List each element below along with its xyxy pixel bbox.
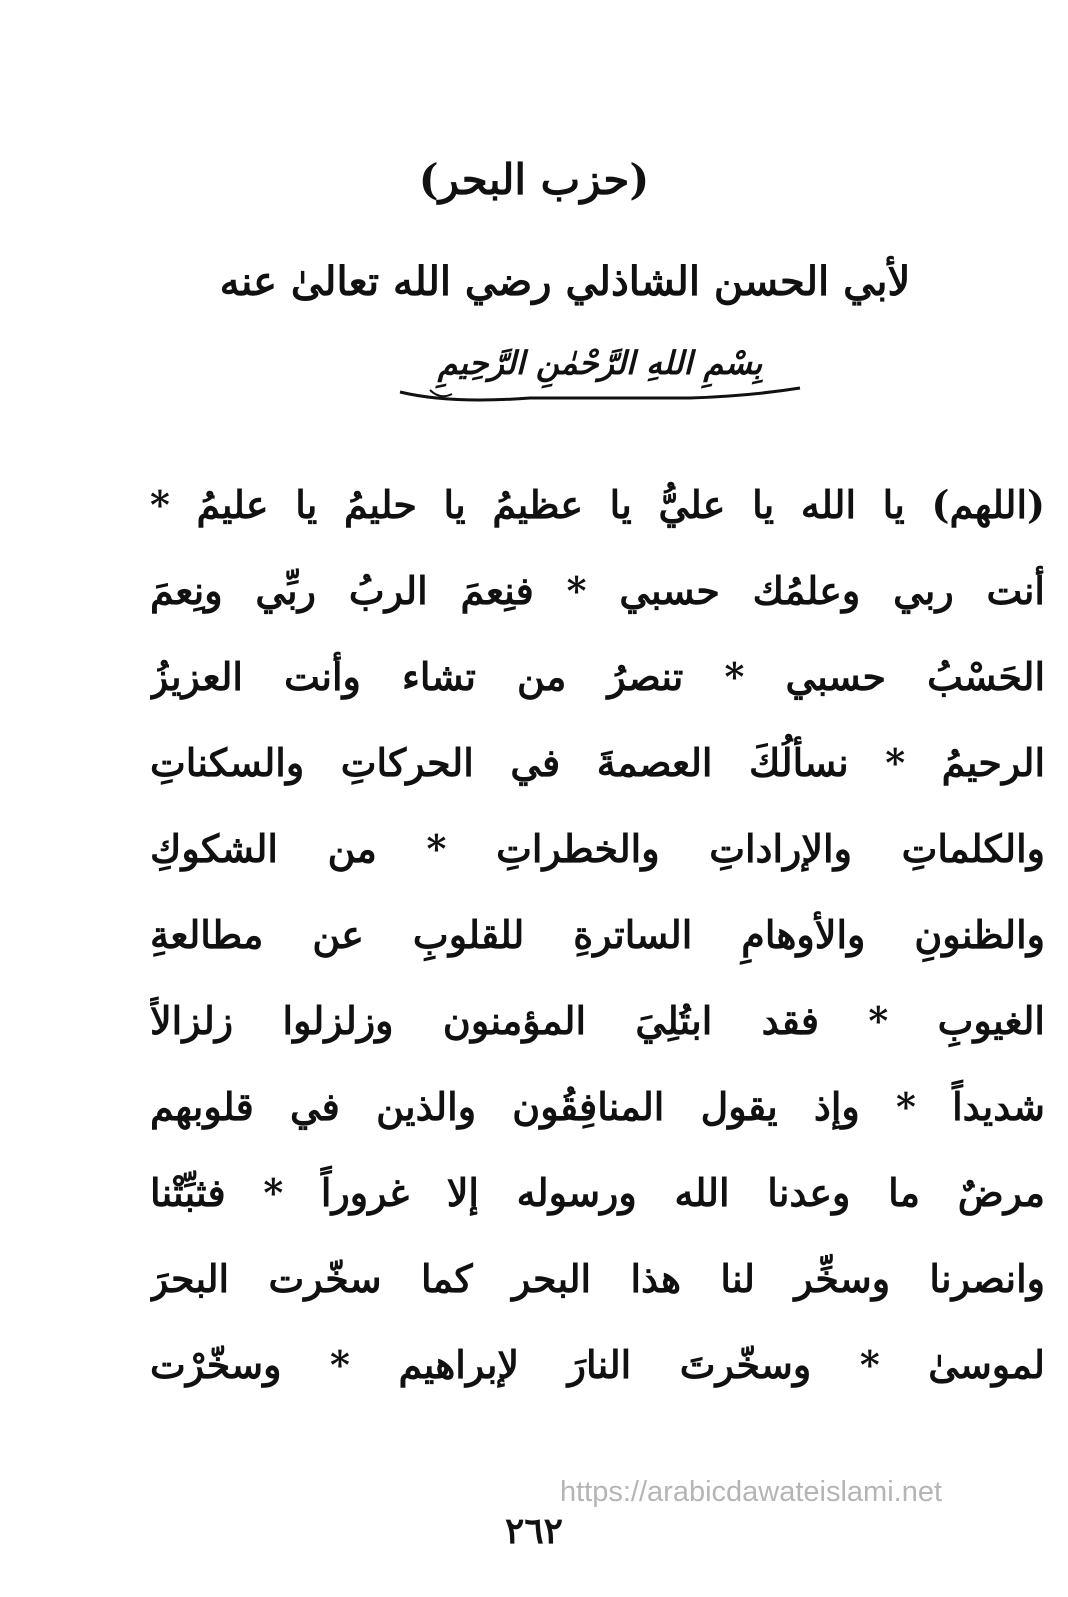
text-line: والظنونِ والأوهامِ الساترةِ للقلوبِ عن مطالعةِ <box>150 912 1045 957</box>
page-subtitle: لأبي الحسن الشاذلي رضي الله تعالىٰ عنه <box>219 258 911 305</box>
text-line: الرحيمُ * نسألُكَ العصمةَ في الحركاتِ والسكناتِ <box>150 740 1045 785</box>
page-number: ٢٦٢ <box>504 1510 563 1552</box>
source-watermark: https://arabicdawateislami.net <box>560 1476 943 1508</box>
basmala-text: بِسْمِ اللهِ الرَّحْمٰنِ الرَّحِيمِ <box>437 344 763 382</box>
text-line: مرضٌ ما وعدنا الله ورسوله إلا غروراً * فثبِّتْنا <box>150 1170 1045 1215</box>
basmala-calligraphy <box>380 338 820 418</box>
prayer-body <box>150 462 1045 1408</box>
text-line: شديداً * وإذ يقول المنافِقُون والذين في قلوبهم <box>150 1084 1045 1129</box>
text-line: وانصرنا وسخِّر لنا هذا البحر كما سخّرت البحرَ <box>150 1256 1045 1301</box>
text-line: لموسىٰ * وسخّرتَ النارَ لإبراهيم * وسخّرْت <box>150 1342 1045 1387</box>
text-line: أنت ربي وعلمُك حسبي * فنِعمَ الربُ ربِّي ونِعمَ <box>150 568 1045 613</box>
text-line: الحَسْبُ حسبي * تنصرُ من تشاء وأنت العزيزُ <box>150 654 1045 699</box>
page-title: (حزب البحر) <box>418 155 650 204</box>
text-line: والكلماتِ والإراداتِ والخطراتِ * من الشكوكِ <box>150 826 1045 871</box>
text-line: (اللهم) يا الله يا عليُّ يا عظيمُ يا حليمُ يا عليمُ * <box>150 482 1045 527</box>
text-line: الغيوبِ * فقد ابتُلِيَ المؤمنون وزلزلوا زلزالاً <box>150 998 1045 1043</box>
